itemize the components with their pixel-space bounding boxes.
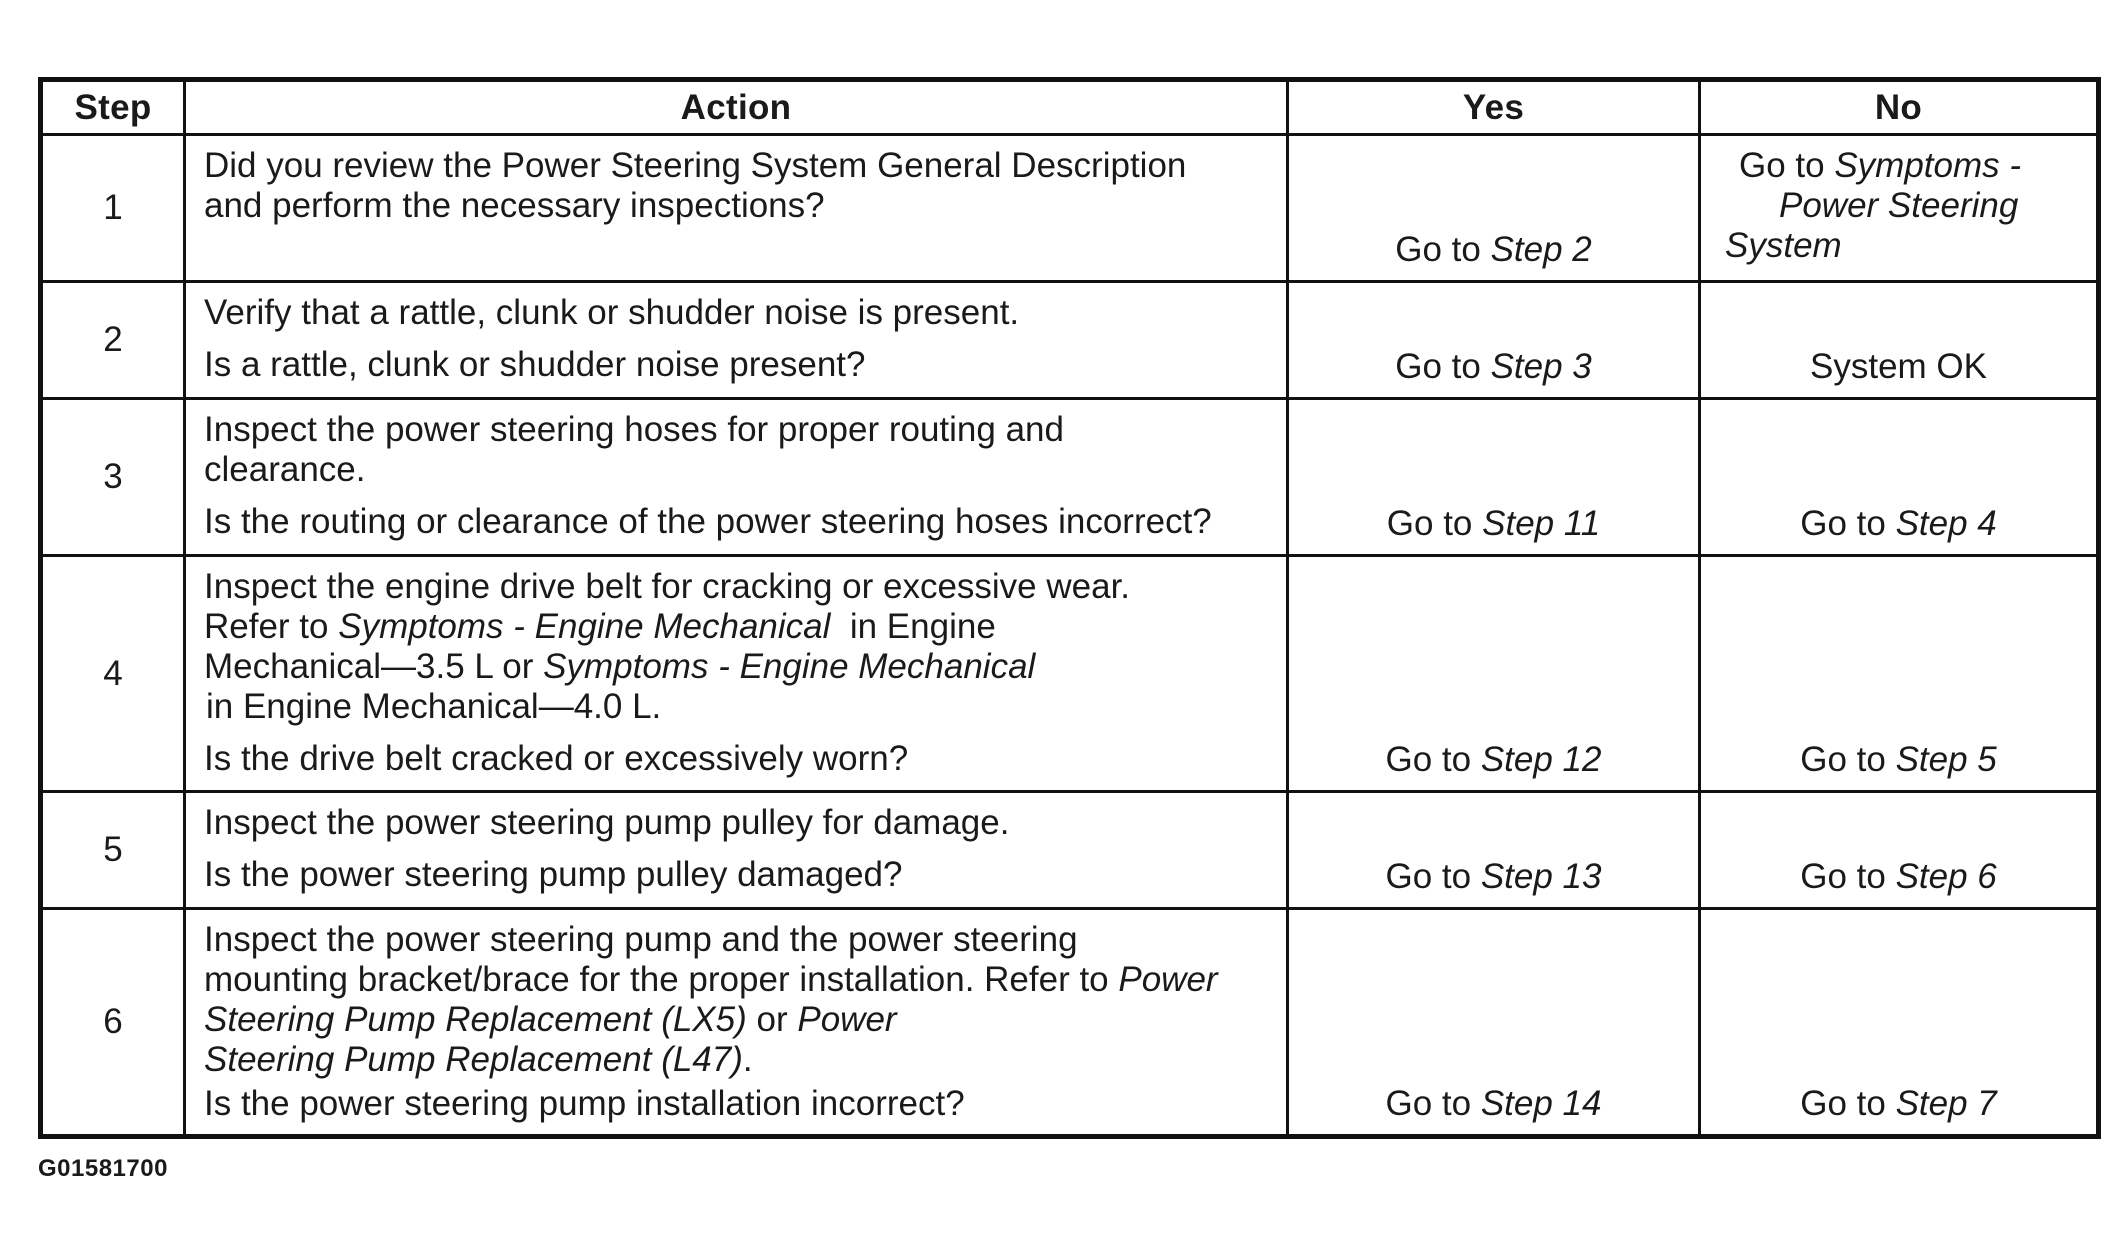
- yes-prefix: Go to: [1386, 504, 1483, 543]
- no-symptoms-link[interactable]: Symptoms -: [1834, 146, 2022, 185]
- no-result-text: System OK: [1810, 347, 1987, 386]
- symptoms-engine-link[interactable]: Symptoms - Engine Mechanical: [338, 607, 831, 646]
- no-prefix: Go to: [1800, 857, 1896, 896]
- table-header-row: [41, 80, 2099, 135]
- action-cell: [185, 909, 1288, 1137]
- table-row: [41, 399, 2099, 556]
- yes-cell: [1288, 556, 1700, 792]
- table-row: [41, 792, 2099, 909]
- yes-cell: [1288, 399, 1700, 556]
- no-cell: [1700, 135, 2099, 282]
- figure-id: G01581700: [38, 1155, 168, 1182]
- no-line: [1739, 186, 2086, 226]
- symptoms-engine-link[interactable]: Symptoms - Engine Mechanical: [543, 647, 1036, 686]
- action-text: [204, 1040, 1272, 1080]
- no-symptoms-link[interactable]: Power Steering: [1779, 186, 2019, 225]
- no-step-link[interactable]: Step 7: [1895, 1084, 1997, 1123]
- step-number: 4: [41, 556, 185, 792]
- action-cell: [185, 556, 1288, 792]
- no-cell: [1700, 556, 2099, 792]
- no-step-link[interactable]: Step 6: [1895, 857, 1997, 896]
- pump-replacement-link[interactable]: Power: [797, 1000, 897, 1039]
- pump-replacement-link[interactable]: Steering Pump Replacement (LX5): [204, 1000, 747, 1039]
- yes-step-link[interactable]: Step 3: [1490, 347, 1592, 386]
- action-text: in Engine Mechanical—4.0 L.: [206, 687, 662, 726]
- yes-step-link[interactable]: Step 14: [1480, 1084, 1602, 1123]
- no-prefix: Go to: [1800, 1084, 1896, 1123]
- action-text: and perform the necessary inspections?: [204, 186, 825, 225]
- action-cell: [185, 792, 1288, 909]
- yes-cell: [1288, 792, 1700, 909]
- no-prefix: Go to: [1800, 504, 1896, 543]
- action-text: [204, 1000, 1272, 1040]
- yes-cell: [1288, 135, 1700, 282]
- no-cell: [1700, 792, 2099, 909]
- yes-prefix: Go to: [1385, 857, 1481, 896]
- no-prefix: Go to: [1800, 740, 1896, 779]
- header-no: No: [1700, 80, 2099, 135]
- table-row: [41, 556, 2099, 792]
- step-number: 5: [41, 792, 185, 909]
- no-step-link[interactable]: Step 5: [1895, 740, 1997, 779]
- step-number: 1: [41, 135, 185, 282]
- no-cell: [1700, 399, 2099, 556]
- yes-step-link[interactable]: Step 11: [1482, 504, 1601, 543]
- yes-cell: [1288, 282, 1700, 399]
- action-question: Is the power steering pump pulley damaged?: [204, 855, 903, 894]
- header-yes: Yes: [1288, 80, 1700, 135]
- table-row: [41, 909, 2099, 1137]
- no-step-link[interactable]: Step 4: [1895, 504, 1997, 543]
- action-cell: [185, 282, 1288, 399]
- no-cell: [1700, 282, 2099, 399]
- yes-step-link[interactable]: Step 13: [1480, 857, 1602, 896]
- no-cell: [1700, 909, 2099, 1137]
- no-prefix: Go to: [1739, 146, 1835, 185]
- pump-replacement-link[interactable]: Power: [1118, 960, 1218, 999]
- no-line: [1739, 146, 2086, 186]
- step-number: 2: [41, 282, 185, 399]
- yes-step-link[interactable]: Step 2: [1490, 230, 1592, 269]
- action-text-suffix: in Engine: [830, 607, 996, 646]
- yes-prefix: Go to: [1395, 230, 1491, 269]
- action-text: Inspect the power steering pump and the power steering: [204, 920, 1078, 959]
- action-text-prefix: Mechanical—3.5 L or: [204, 647, 544, 686]
- no-line: [1725, 226, 2086, 266]
- action-question: Is a rattle, clunk or shudder noise present?: [204, 345, 866, 384]
- yes-step-link[interactable]: Step 12: [1480, 740, 1602, 779]
- action-text: Inspect the engine drive belt for cracking or excessive wear.: [204, 567, 1131, 606]
- action-text-prefix: Refer to: [204, 607, 339, 646]
- step-number: 6: [41, 909, 185, 1137]
- action-text: [204, 960, 1272, 1000]
- action-cell: [185, 399, 1288, 556]
- header-step: Step: [41, 80, 185, 135]
- diagnostic-table: [38, 77, 2101, 1139]
- pump-replacement-link[interactable]: Steering Pump Replacement (L47): [204, 1040, 743, 1079]
- action-cell: [185, 135, 1288, 282]
- no-symptoms-link[interactable]: System: [1725, 226, 1842, 265]
- header-action: Action: [185, 80, 1288, 135]
- action-text-mid: or: [746, 1000, 798, 1039]
- action-text: Verify that a rattle, clunk or shudder noise is present.: [204, 293, 1020, 332]
- table-row: [41, 135, 2099, 282]
- yes-cell: [1288, 909, 1700, 1137]
- action-question: Is the power steering pump installation incorrect?: [204, 1084, 965, 1123]
- action-text: clearance.: [204, 450, 366, 489]
- action-text: Did you review the Power Steering System General Description: [204, 146, 1187, 185]
- table-row: [41, 282, 2099, 399]
- action-text: Inspect the power steering hoses for proper routing and: [204, 410, 1064, 449]
- action-question: Is the drive belt cracked or excessively worn?: [204, 739, 909, 778]
- yes-prefix: Go to: [1395, 347, 1491, 386]
- step-number: 3: [41, 399, 185, 556]
- action-text: [204, 607, 1272, 647]
- yes-prefix: Go to: [1385, 1084, 1481, 1123]
- action-text: Inspect the power steering pump pulley for damage.: [204, 803, 1010, 842]
- action-text: [204, 647, 1272, 687]
- action-question: Is the routing or clearance of the power steering hoses incorrect?: [204, 502, 1212, 541]
- yes-prefix: Go to: [1385, 740, 1481, 779]
- action-text-prefix: mounting bracket/brace for the proper installation. Refer to: [204, 960, 1119, 999]
- action-text-suffix: .: [742, 1040, 753, 1079]
